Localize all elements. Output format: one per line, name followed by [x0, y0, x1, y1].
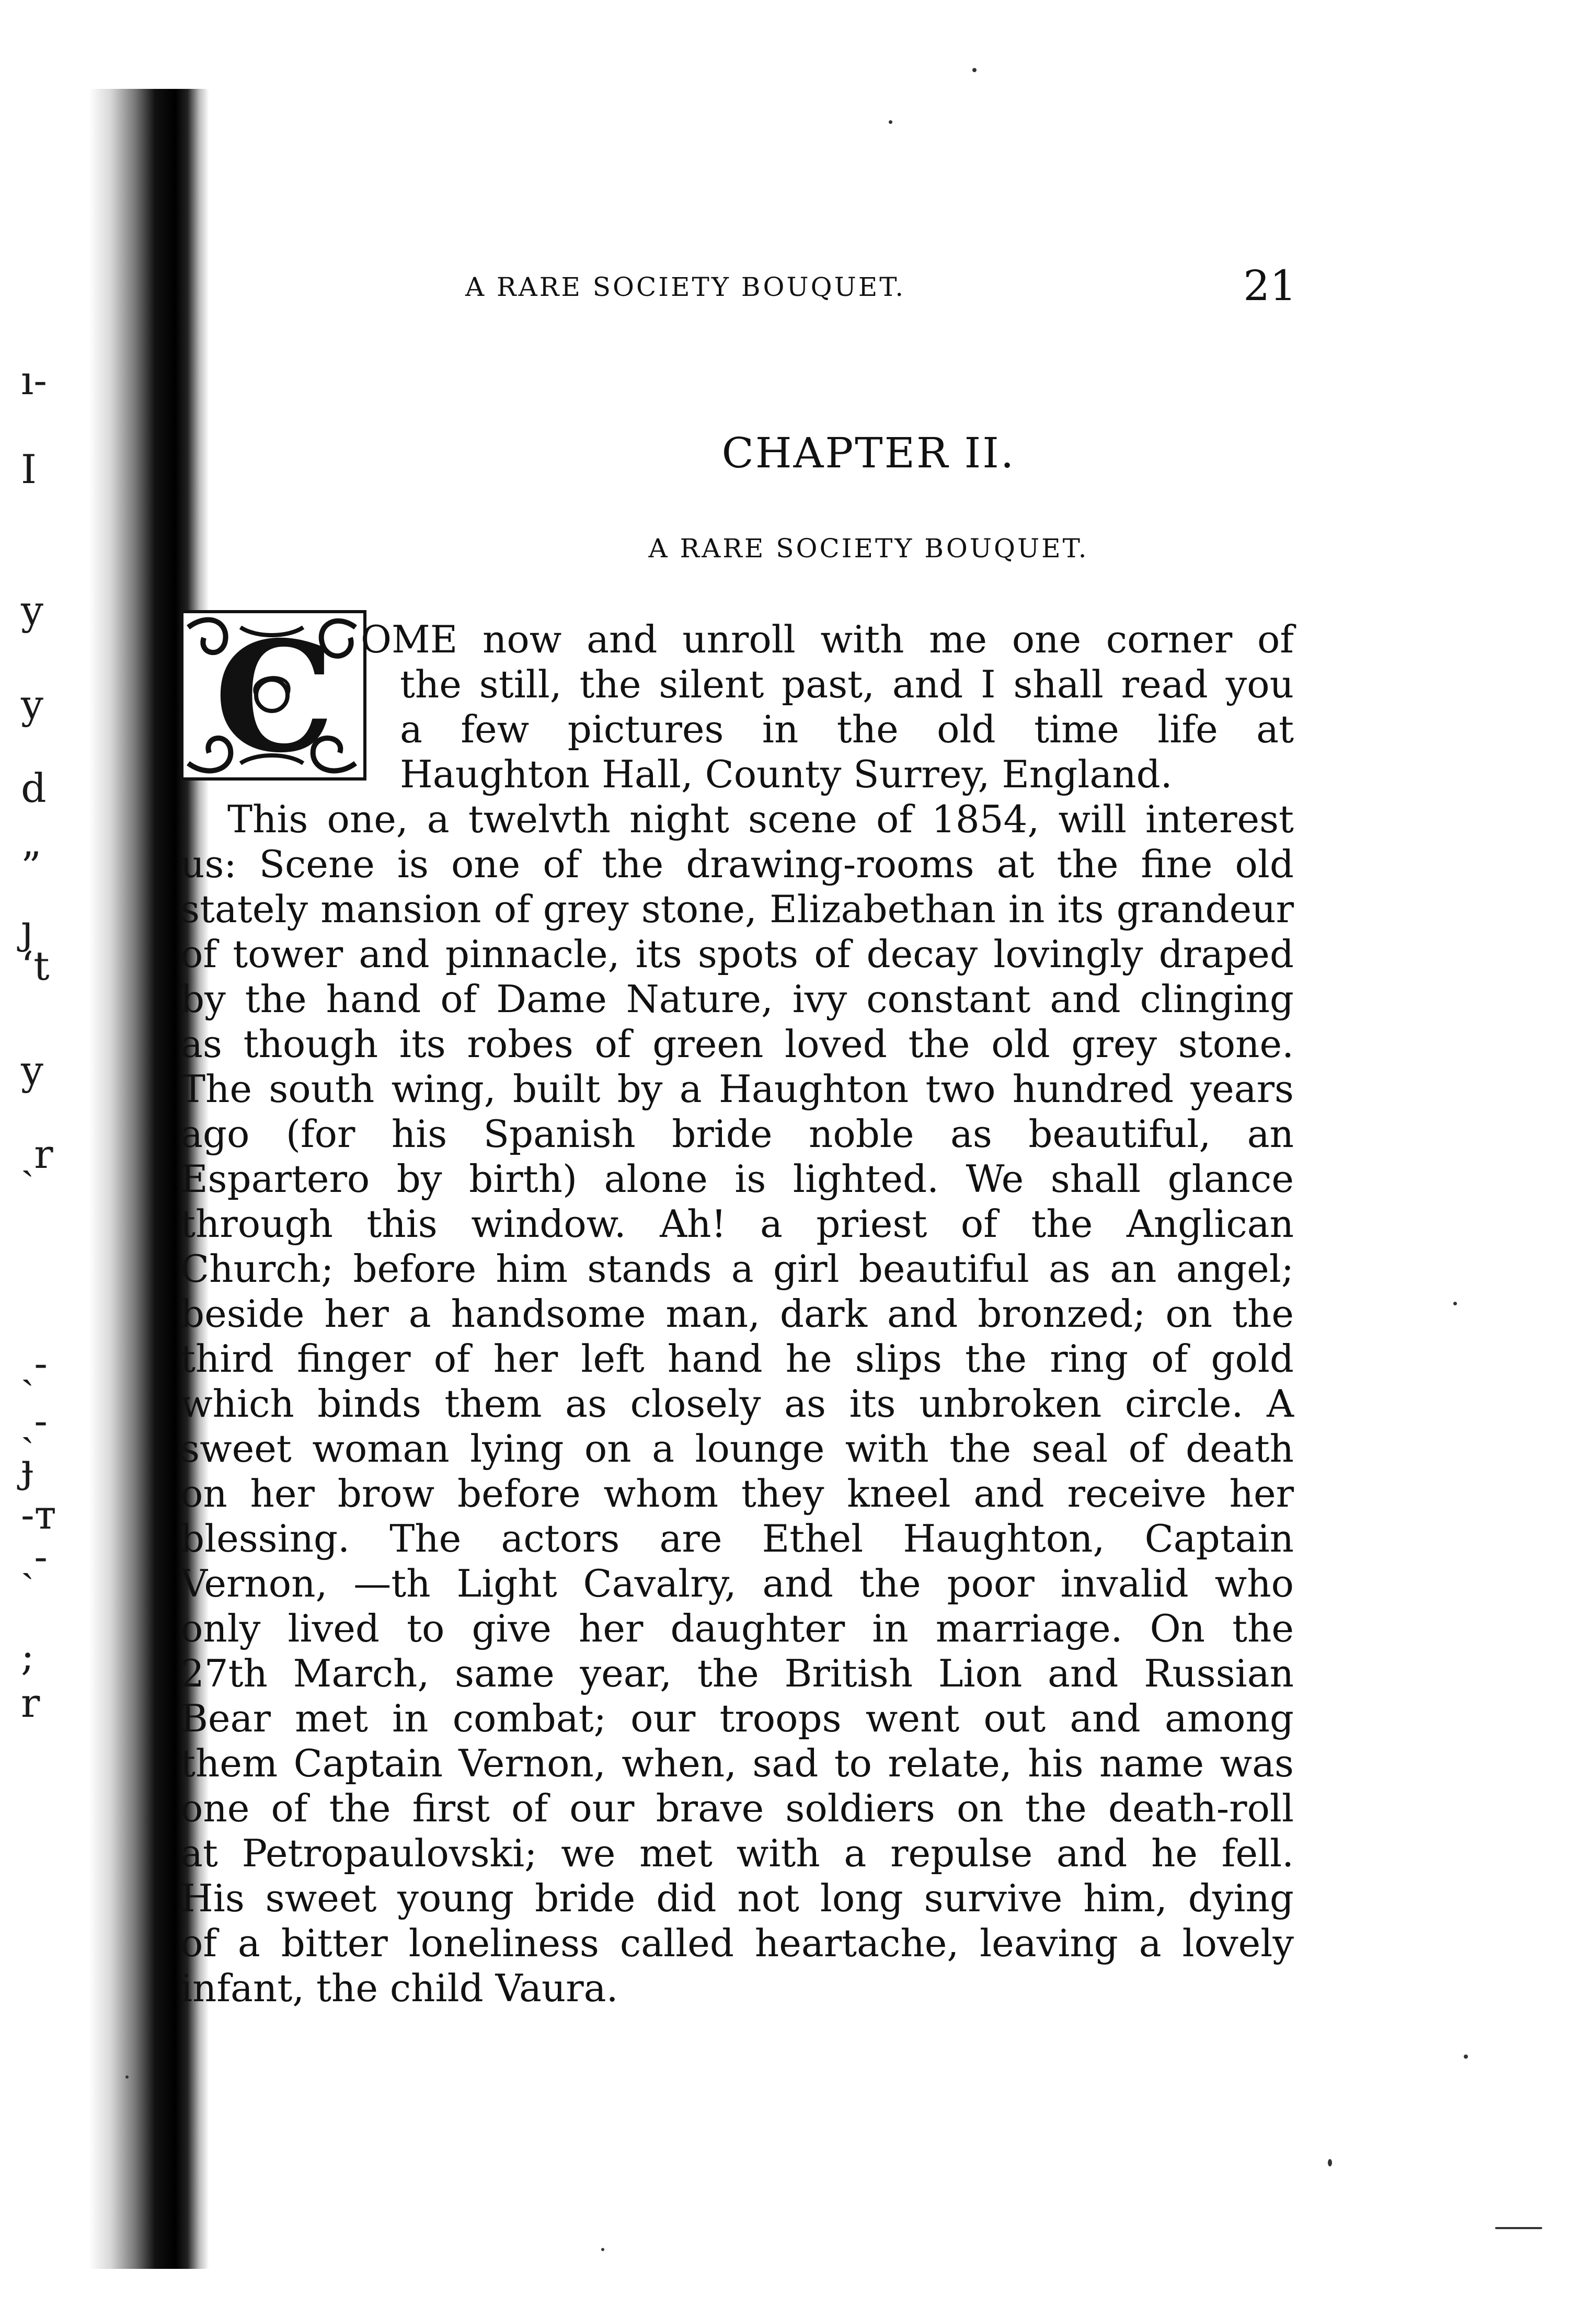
scan-speck [972, 68, 977, 72]
running-head-title: A RARE SOCIETY BOUQUET. [465, 272, 906, 302]
margin-fragment: ˏr [21, 1131, 53, 1177]
text-line: His sweet young bride did not long survive him, dying [180, 1876, 1294, 1920]
margin-fragment: y [21, 681, 43, 728]
text-line: Church; before him stands a girl beautiful as an angel; [180, 1247, 1294, 1291]
text-line: us: Scene is one of the drawing-rooms at the fine old [180, 842, 1294, 886]
margin-fragment: ı- [21, 357, 47, 404]
text-line: as though its robes of green loved the old grey stone. [180, 1022, 1294, 1066]
text-line: of a bitter loneliness called heartache, leaving a lovely [180, 1921, 1294, 1965]
scan-speck [1495, 2227, 1542, 2229]
text-line: beside her a handsome man, dark and bronzed; on the [180, 1292, 1294, 1336]
text-line: blessing. The actors are Ethel Haughton, Captain [180, 1517, 1294, 1560]
page-number: 21 [1243, 261, 1296, 310]
text-line: which binds them as closely as its unbroken circle. A [180, 1382, 1294, 1426]
text-line: Bear met in combat; our troops went out and among [180, 1696, 1294, 1740]
margin-fragment: ȷ [21, 906, 33, 953]
text-line: at Petropaulovski; we met with a repulse and he fell. [180, 1831, 1294, 1875]
text-line: Vernon, —th Light Cavalry, and the poor invalid who [180, 1562, 1294, 1605]
text-line: stately mansion of grey stone, Elizabethan in its grandeur [180, 887, 1294, 931]
scan-speck [889, 120, 892, 124]
text-line: third finger of her left hand he slips the ring of gold [180, 1337, 1294, 1381]
text-line: only lived to give her daughter in marriage. On the [180, 1606, 1294, 1650]
margin-fragment: ɟ [21, 1444, 33, 1491]
chapter-subtitle: A RARE SOCIETY BOUQUET. [648, 533, 1089, 564]
scan-speck [1453, 1302, 1457, 1305]
text-line: infant, the child Vaura. [180, 1966, 618, 2010]
margin-fragment: y [21, 1047, 43, 1094]
drop-cap-letter: C [214, 609, 335, 784]
margin-fragment: ; [21, 1633, 35, 1679]
scan-speck [1464, 2055, 1468, 2059]
text-line: Haughton Hall, County Surrey, England. [400, 752, 1173, 796]
margin-fragment: d [21, 765, 47, 811]
text-line: through this window. Ah! a priest of the Anglican [180, 1202, 1294, 1246]
margin-fragment: ˏ- [21, 1397, 48, 1444]
margin-fragment: ‘t [21, 943, 50, 989]
text-line: OME now and unroll with me one corner of [361, 617, 1294, 661]
scan-speck [601, 2248, 604, 2251]
text-line: by the hand of Dame Nature, ivy constant and clinging [180, 977, 1294, 1021]
text-line: one of the first of our brave soldiers on the death-roll [180, 1786, 1294, 1830]
margin-fragment: ˏ- [21, 1340, 48, 1386]
margin-fragment: ” [21, 843, 41, 890]
margin-fragment: y [21, 587, 43, 634]
scan-speck [125, 2075, 129, 2079]
text-line: of tower and pinnacle, its spots of decay lovingly draped [180, 932, 1294, 976]
text-line: The south wing, built by a Haughton two hundred years [180, 1067, 1294, 1111]
text-line: a few pictures in the old time life at [400, 707, 1294, 751]
body-text [180, 617, 1294, 2011]
text-line: the still, the silent past, and I shall read you [400, 662, 1294, 706]
margin-fragment: r [21, 1680, 40, 1726]
margin-fragment: ‐т [21, 1491, 56, 1538]
text-line: 27th March, same year, the British Lion and Russian [180, 1651, 1294, 1695]
margin-fragment: ˏ- [21, 1533, 48, 1580]
text-line: This one, a twelvth night scene of 1854, will interest [227, 797, 1294, 841]
text-line: Espartero by birth) alone is lighted. We shall glance [180, 1157, 1294, 1201]
scan-speck [1328, 2159, 1332, 2166]
text-line: sweet woman lying on a lounge with the seal of death [180, 1427, 1294, 1471]
text-line: on her brow before whom they kneel and receive her [180, 1472, 1294, 1516]
margin-fragment: I [21, 446, 37, 492]
text-line: ago (for his Spanish bride noble as beautiful, an [180, 1112, 1294, 1156]
running-header [465, 261, 1296, 314]
text-line: them Captain Vernon, when, sad to relate, his name was [180, 1741, 1294, 1785]
chapter-title: CHAPTER II. [721, 429, 1016, 477]
